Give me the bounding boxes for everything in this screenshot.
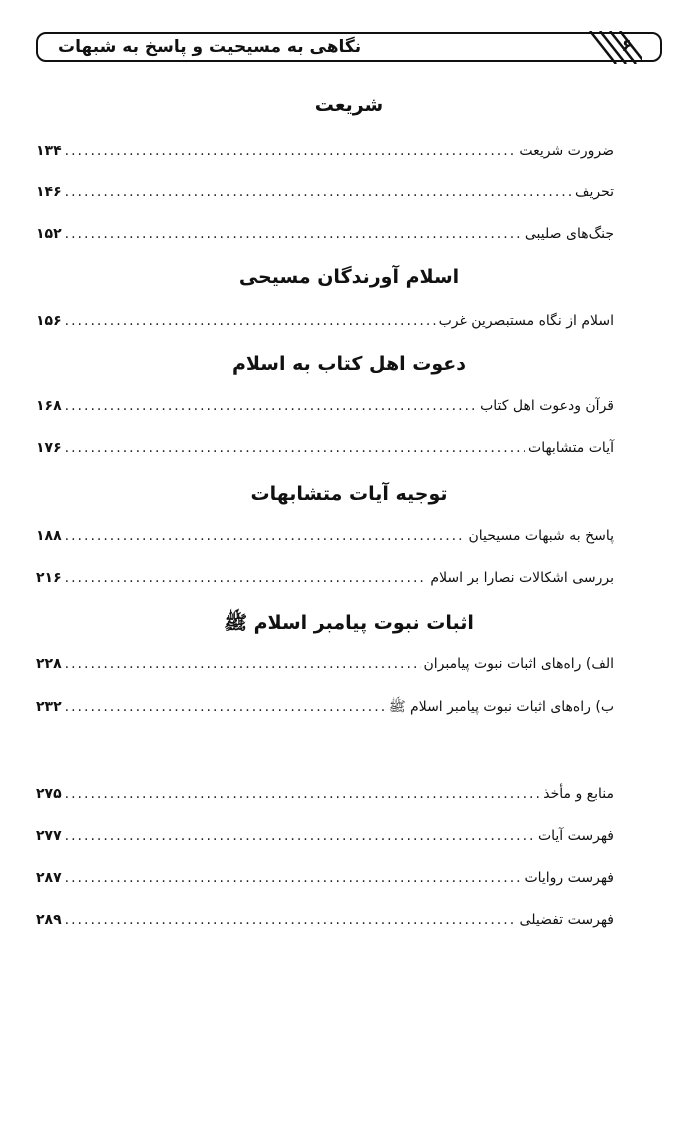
entry-page-number: ۱۵۲: [36, 226, 62, 242]
entry-title: فهرست آیات: [537, 828, 614, 844]
entry-title: الف) راه‌های اثبات نبوت پیامبران: [423, 656, 614, 672]
dot-leader: [65, 786, 541, 802]
dot-leader: [65, 870, 522, 886]
toc-entry[interactable]: [36, 912, 614, 936]
toc-entry[interactable]: [36, 313, 614, 337]
book-title: نگاهی به مسیحیت و پاسخ به شبهات: [58, 37, 362, 57]
toc-entry[interactable]: [36, 226, 614, 250]
section-heading: شریعت: [314, 94, 384, 116]
toc-entry[interactable]: [36, 184, 614, 208]
entry-title: قرآن ودعوت اهل کتاب: [480, 398, 614, 414]
entry-page-number: ۱۸۸: [36, 528, 62, 544]
entry-page-number: ۲۷۷: [36, 828, 62, 844]
entry-page-number: ۲۲۸: [36, 656, 62, 672]
entry-title: ب) راه‌های اثبات نبوت پیامبر اسلام ﷺ: [388, 699, 614, 715]
dot-leader: [65, 440, 525, 456]
toc-entry[interactable]: [36, 870, 614, 894]
entry-title: آیات متشابهات: [528, 440, 614, 456]
entry-title: ضرورت شریعت: [519, 143, 614, 159]
dot-leader: [65, 656, 421, 672]
dot-leader: [65, 570, 428, 586]
entry-page-number: ۲۸۷: [36, 870, 62, 886]
entry-page-number: ۱۵۶: [36, 313, 62, 329]
running-header: [36, 32, 662, 62]
entry-page-number: ۲۸۹: [36, 912, 62, 928]
entry-page-number: ۱۴۶: [36, 184, 62, 200]
section-heading: اثبات نبوت پیامبر اسلام ﷺ: [224, 612, 474, 634]
entry-page-number: ۲۱۶: [36, 570, 62, 586]
section-heading: دعوت اهل کتاب به اسلام: [231, 353, 467, 375]
toc-entry[interactable]: [36, 656, 614, 680]
entry-title: جنگ‌های صلیبی: [524, 226, 614, 242]
entry-title: بررسی اشکالات نصارا بر اسلام: [430, 570, 614, 586]
entry-page-number: ۱۷۶: [36, 440, 62, 456]
toc-entry[interactable]: [36, 828, 614, 852]
entry-title: منابع و مأخذ: [543, 786, 614, 802]
entry-page-number: ۱۳۴: [36, 143, 62, 159]
dot-leader: [65, 528, 466, 544]
dot-leader: [65, 226, 522, 242]
page-number: ۶: [621, 36, 632, 56]
entry-page-number: ۲۳۲: [36, 699, 62, 715]
dot-leader: [65, 313, 436, 329]
entry-title: تحریف: [574, 184, 614, 200]
dot-leader: [65, 398, 477, 414]
toc-entry[interactable]: [36, 698, 614, 722]
toc-entry[interactable]: [36, 528, 614, 552]
toc-entry[interactable]: [36, 440, 614, 464]
entry-title: پاسخ به شبهات مسیحیان: [468, 528, 614, 544]
section-heading: اسلام آورندگان مسیحی: [238, 266, 460, 288]
entry-title: فهرست روایات: [524, 870, 614, 886]
toc-entry[interactable]: [36, 570, 614, 594]
toc-entry[interactable]: [36, 398, 614, 422]
dot-leader: [65, 699, 386, 715]
entry-title: فهرست تفضیلی: [519, 912, 614, 928]
section-heading: توجیه آیات متشابهات: [250, 483, 448, 505]
dot-leader: [65, 912, 517, 928]
entry-page-number: ۱۶۸: [36, 398, 62, 414]
entry-page-number: ۲۷۵: [36, 786, 62, 802]
dot-leader: [65, 828, 535, 844]
entry-title: اسلام از نگاه مستبصرین غرب: [438, 313, 614, 329]
dot-leader: [65, 143, 517, 159]
dot-leader: [65, 184, 572, 200]
toc-entry[interactable]: [36, 786, 614, 810]
header-stripes-ornament: [586, 31, 642, 64]
toc-entry[interactable]: [36, 143, 614, 167]
